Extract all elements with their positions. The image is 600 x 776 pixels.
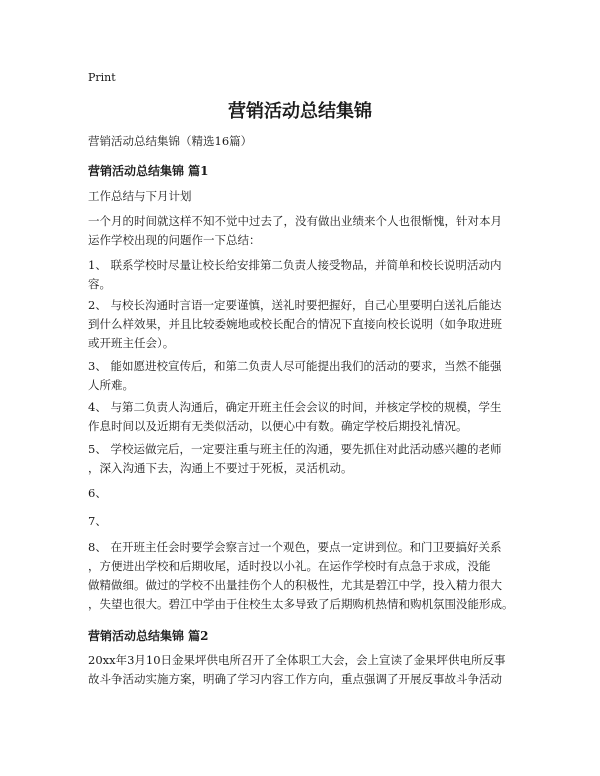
paragraph-line: 3、 能如愿进校宣传后，和第二负责人尽可能提出我们的活动的要求，当然不能强 (88, 359, 502, 373)
paragraph-line: 7、 (88, 514, 107, 528)
paragraph-line: ，失望也很大。碧江中学由于住校生太多导致了后期购机热情和购机氛围没能形成。 (88, 597, 514, 611)
section-heading: 营销活动总结集锦 篇1 (88, 164, 209, 178)
print-label: Print (88, 71, 116, 84)
page-title: 营销活动总结集锦 (228, 101, 372, 122)
paragraph-line: ，深入沟通下去，沟通上不要过于死板，灵活机动。 (88, 461, 353, 475)
paragraph-line: 做精做细。做过的学校不出量挂伤个人的积极性，尤其是碧江中学，投入精力很大 (88, 578, 502, 592)
paragraph-line: 5、 学校运做完后，一定要注重与班主任的沟通，要先抓住对此活动感兴趣的老师 (88, 442, 502, 456)
paragraph-line: 容。 (88, 277, 111, 291)
paragraph-line: 故斗争活动实施方案，明确了学习内容工作方向，重点强调了开展反事故斗争活动 (88, 672, 502, 686)
paragraph-line: 人所难。 (88, 378, 134, 392)
paragraph-line: 工作总结与下月计划 (88, 189, 192, 203)
paragraph-line: 1、 联系学校时尽量让校长给安排第二负责人接受物品，并简单和校长说明活动内 (88, 258, 502, 272)
paragraph-line: 4、 与第二负责人沟通后，确定开班主任会会议的时间，并核定学校的规模，学生 (88, 400, 502, 414)
paragraph-line: 运作学校出现的问题作一下总结： (88, 233, 261, 247)
paragraph-line: 8、 在开班主任会时要学会察言过一个观色，要点一定讲到位。和门卫要搞好关系 (88, 540, 502, 554)
paragraph-line: 到什么样效果，并且比较委婉地或校长配合的情况下直接向校长说明（如争取进班 (88, 317, 502, 331)
paragraph-line: 或开班主任会）。 (88, 336, 175, 350)
paragraph-line: 一个月的时间就这样不知不觉中过去了，没有做出业绩来个人也很惭愧，针对本月 (88, 214, 502, 228)
paragraph-line: ，方便进出学校和后期收尾，适时投以小礼。在运作学校时有点急于求成，没能 (88, 559, 491, 573)
paragraph-line: 6、 (88, 486, 107, 500)
paragraph-line: 20xx年3月10日金果坪供电所召开了全体职工大会，会上宣读了金果坪供电所反事 (88, 653, 506, 667)
section-heading: 营销活动总结集锦 篇2 (88, 629, 209, 643)
paragraph-line: 作息时间以及近期有无类似活动，以便心中有数。确定学校后期投礼情况。 (88, 419, 468, 433)
paragraph-line: 2、 与校长沟通时言语一定要谨慎，送礼时要把握好，自己心里要明白送礼后能达 (88, 298, 502, 312)
document-subtitle: 营销活动总结集锦（精选16篇） (88, 134, 253, 148)
